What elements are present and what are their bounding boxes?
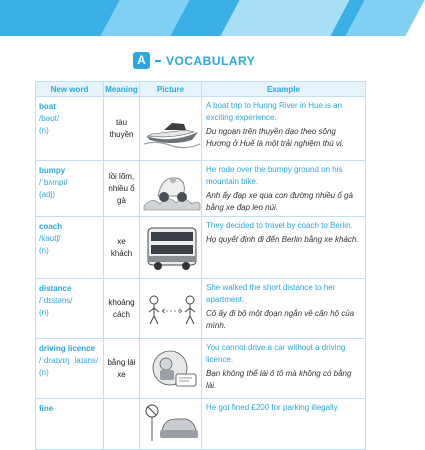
- example-vietnamese: Bạn không thể lái ô tô mà không có bằng lái.: [206, 369, 352, 390]
- vocabulary-table: [35, 81, 366, 450]
- part-of-speech: (n): [39, 308, 49, 317]
- table-row: [36, 217, 366, 279]
- word-cell: [36, 339, 104, 399]
- word-cell: [36, 399, 104, 450]
- meaning-cell: lồi lõm, nhiều ổ gà: [104, 161, 140, 217]
- header-new-word: New word: [36, 82, 104, 97]
- header-meaning: Meaning: [104, 82, 140, 97]
- picture-cell: [140, 217, 202, 279]
- word: bumpy: [39, 166, 66, 175]
- table-row: [36, 339, 366, 399]
- example-english: He rode over the bumpy ground on his mountain bike.: [206, 165, 343, 186]
- picture-cell: [140, 161, 202, 217]
- word-cell: [36, 217, 104, 279]
- section-heading: [133, 52, 255, 69]
- word: boat: [39, 102, 56, 111]
- table-header-row: [36, 82, 366, 97]
- example-english: They decided to travel by coach to Berlin.: [206, 221, 353, 230]
- phonetic: /ˈdɪstəns/: [39, 296, 73, 305]
- bumpy-road-picture: [142, 166, 202, 212]
- section-badge: A: [133, 52, 150, 69]
- example-vietnamese: Cô ấy đi bộ một đoạn ngắn về căn hộ của mình.: [206, 309, 355, 330]
- picture-cell: [140, 339, 202, 399]
- section-separator: [155, 60, 161, 62]
- part-of-speech: (n): [39, 246, 49, 255]
- phonetic: /ˈdraɪvɪŋ ˌlaɪsns/: [39, 356, 99, 365]
- parking-fine-picture: [142, 401, 202, 447]
- word: coach: [39, 222, 63, 231]
- phonetic: /kəʊtʃ/: [39, 234, 61, 243]
- example-cell: [202, 217, 366, 279]
- example-cell: [202, 279, 366, 339]
- word-cell: [36, 279, 104, 339]
- word: fine: [39, 404, 54, 413]
- example-vietnamese: Du ngoạn trên thuyền dạo theo sông Hương ở Huế là một trải nghiệm thú vị.: [206, 127, 344, 148]
- table-row: [36, 399, 366, 450]
- part-of-speech: (n): [39, 368, 49, 377]
- example-cell: [202, 97, 366, 161]
- picture-cell: [140, 279, 202, 339]
- phonetic: /bəʊt/: [39, 114, 60, 123]
- example-cell: [202, 161, 366, 217]
- driving-licence-picture: [142, 346, 202, 392]
- table-row: [36, 161, 366, 217]
- header-example: Example: [202, 82, 366, 97]
- example-english: A boat trip to Huong River in Hue is an exciting experience.: [206, 101, 343, 122]
- phonetic: /ˈbʌmpi/: [39, 178, 68, 187]
- header-picture: Picture: [140, 82, 202, 97]
- example-cell: [202, 339, 366, 399]
- banner-stripe: [345, 0, 424, 36]
- example-english: She walked the short distance to her apartment.: [206, 283, 336, 304]
- example-english: He got fined £200 for parking illegally.: [206, 403, 340, 412]
- word: driving licence: [39, 344, 96, 353]
- word-cell: [36, 97, 104, 161]
- banner-stripe: [220, 0, 349, 36]
- meaning-cell: xe khách: [104, 217, 140, 279]
- meaning-cell: [104, 399, 140, 450]
- part-of-speech: (adj): [39, 190, 56, 199]
- boat-picture: [142, 106, 202, 152]
- header-banner: [0, 0, 400, 36]
- meaning-cell: khoảng cách: [104, 279, 140, 339]
- picture-cell: [140, 97, 202, 161]
- picture-cell: [140, 399, 202, 450]
- table-row: [36, 97, 366, 161]
- example-english: You cannot drive a car without a driving licence.: [206, 343, 346, 364]
- meaning-cell: bằng lái xe: [104, 339, 140, 399]
- table-row: [36, 279, 366, 339]
- word: distance: [39, 284, 72, 293]
- example-cell: [202, 399, 366, 450]
- section-title: VOCABULARY: [166, 53, 256, 68]
- part-of-speech: (n): [39, 126, 49, 135]
- example-vietnamese: Anh ấy đạp xe qua con đường nhiều ổ gà bằng xe đạp leo núi.: [206, 191, 353, 212]
- meaning-cell: tàu thuyền: [104, 97, 140, 161]
- distance-picture: [142, 286, 202, 332]
- example-vietnamese: Họ quyết định đi đến Berlin bằng xe khách.: [206, 235, 359, 244]
- banner-stripe: [100, 0, 189, 36]
- word-cell: [36, 161, 104, 217]
- coach-bus-picture: [142, 225, 202, 271]
